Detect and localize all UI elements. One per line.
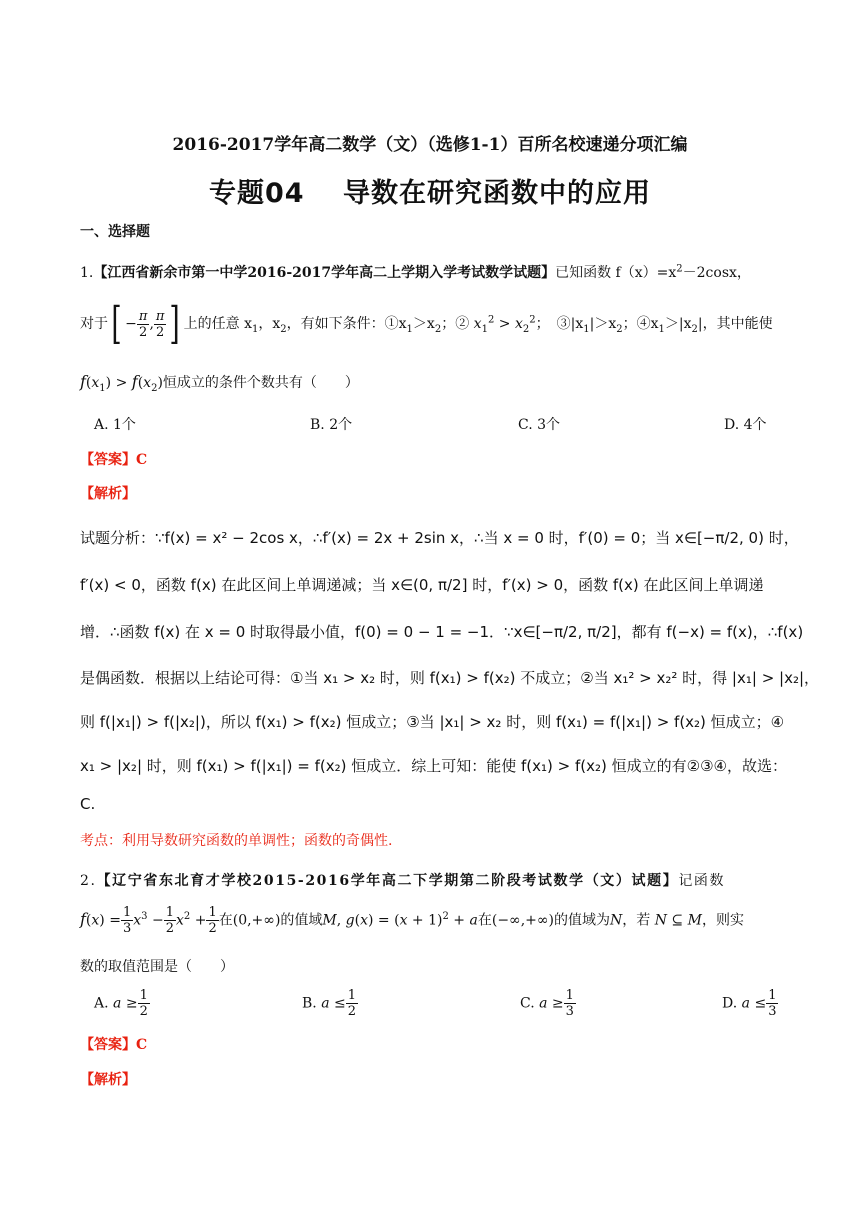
q1-option-c: C. 3个 (518, 417, 561, 433)
q2-option-b: B. a ≤ $\frac{1}{2}$ (302, 988, 357, 1019)
q2-line2-d: 的值域为 (554, 912, 611, 929)
document-title: 2016-2017学年高二数学（文）（选修1-1）百所名校速递分项汇编 (172, 135, 688, 155)
q1-line2-end: ，其中能使 (702, 316, 773, 332)
q1-line2-conds: ，有如下条件：①x (286, 316, 407, 332)
q2-number: 2. (80, 873, 97, 889)
q1-analysis-line-1: 试题分析：∵f(x) = x² − 2cos x，∴f′(x) = 2x + 2sin x，∴当 x = 0 时，f′(0) = 0；当 x∈[−π/2, 0) 时， (80, 529, 799, 547)
q2-analysis-label: 【解析】 (80, 1072, 136, 1088)
q1-line2-mid: 上的任意 x (183, 316, 252, 332)
q2-line3: 数的取值范围是（ ） (80, 959, 234, 975)
q2-answer: 【答案】C (80, 1037, 148, 1053)
q1-option-a: A. 1个 (94, 417, 136, 433)
q2-option-a-label: A. (94, 995, 109, 1012)
q2-option-a: A. a ≥ $\frac{1}{2}$ (94, 988, 148, 1019)
q1-answer: 【答案】C (80, 452, 148, 468)
q1-line1: 1.【江西省新余市第一中学2016-2017学年高二上学期入学考试数学试题】已知函数 $f(x)=x^2-2\cos x$， (80, 263, 751, 281)
q2-option-d: D. a ≤ $\frac{1}{3}$ (722, 988, 777, 1019)
right-bracket: ] (169, 298, 181, 349)
q1-analysis-line-3: 增．∴函数 f(x) 在 x = 0 时取得最小值，f(0) = 0 − 1 = −1．∵x∈[−π/2, π/2]，都有 f(−x) = f(x)，∴f(x) (80, 623, 804, 641)
q1-analysis-line-4: 是偶函数．根据以上结论可得：①当 x₁ > x₂ 时，则 f(x₁) > f(x₂) 不成立；②当 x₁² > x₂² 时，得 |x₁| > |x₂|， (80, 669, 820, 687)
q2-line2: f(x) = $\frac{1}{3}$ $x^3$ − $\frac{1}{2}$ $x^2$ + $\frac{1}{2}$ 在(0,+∞)的值域M, $g(x) = (x + 1)^2 + a$在(−∞,+∞)的值域为N，若 N ⊆ M，则实 (80, 905, 744, 936)
q2-line2-a: 在 (218, 912, 233, 929)
fraction-pi-2: $\frac{\pi}{2}$ (155, 308, 165, 340)
q1-analysis-line-7: C. (80, 795, 96, 813)
q2-source: 【辽宁省东北育才学校2015-2016学年高二下学期第二阶段考试数学（文）试题】 (96, 873, 679, 889)
q1-line3: $f(x_1) > f(x_2)$恒成立的条件个数共有（ ） (80, 372, 359, 394)
q2-line2-c: 在 (477, 912, 492, 929)
q1-line2: 对于[ − $\frac{\pi}{2}$ , $\frac{\pi}{2}$ ] 上的任意 $x_1$，$x_2$，有如下条件：$①x_1>x_2$；② $x_1^2 > x_2^2$； $③|x_1|>x_2$；$④x_1>|x_2|$，其中能使 (80, 298, 773, 349)
q1-option-b: B. 2个 (310, 417, 353, 433)
q1-line2-pre: 对于 (80, 316, 108, 332)
q2-option-c: C. a ≥ $\frac{1}{3}$ (520, 988, 574, 1019)
q1-text-a: 已知函数 f（x）=x (555, 265, 677, 281)
q2-line1 (80, 870, 725, 890)
q2-option-d-label: D. (722, 995, 738, 1012)
q2-option-b-label: B. (302, 995, 317, 1012)
fraction-neg-pi-2: $\frac{\pi}{2}$ (138, 308, 148, 340)
q1-analysis-line-5: 则 f(|x₁|) > f(|x₂|)，所以 f(x₁) > f(x₂) 恒成立；③当 |x₁| > x₂ 时，则 f(x₁) = f(|x₁|) > f(x₂) 恒成立；④ (80, 713, 785, 731)
q1-source: 【江西省新余市第一中学2016-2017学年高二上学期入学考试数学试题】 (93, 265, 556, 281)
q2-source-tail: 记函数 (678, 873, 726, 889)
q1-kaodian: 考点：利用导数研究函数的单调性；函数的奇偶性. (80, 833, 393, 849)
q2-line2-b: 的值域 (280, 912, 323, 929)
q1-analysis-line-2: f′(x) < 0，函数 f(x) 在此区间上单调递减；当 x∈(0, π/2] 时，f′(x) > 0，函数 f(x) 在此区间上单调递 (80, 576, 764, 594)
left-bracket: [ (111, 298, 122, 349)
section-heading: 一、选择题 (80, 224, 150, 240)
q2-option-c-label: C. (520, 995, 535, 1012)
q1-text-a2: －2cosx， (682, 265, 751, 281)
document-subtitle: 专题04 导数在研究函数中的应用 (209, 178, 651, 209)
q2-line2-e: ，则实 (701, 912, 744, 929)
q1-analysis-line-6: x₁ > |x₂| 时，则 f(x₁) > f(|x₁|) = f(x₂) 恒成立．综上可知：能使 f(x₁) > f(x₂) 恒成立的有②③④，故选： (80, 757, 787, 775)
q1-option-d: D. 4个 (724, 417, 767, 433)
q1-number: 1. (80, 265, 94, 281)
q1-analysis-label: 【解析】 (80, 486, 136, 502)
q1-line3-end: 恒成立的条件个数共有（ ） (162, 375, 359, 391)
